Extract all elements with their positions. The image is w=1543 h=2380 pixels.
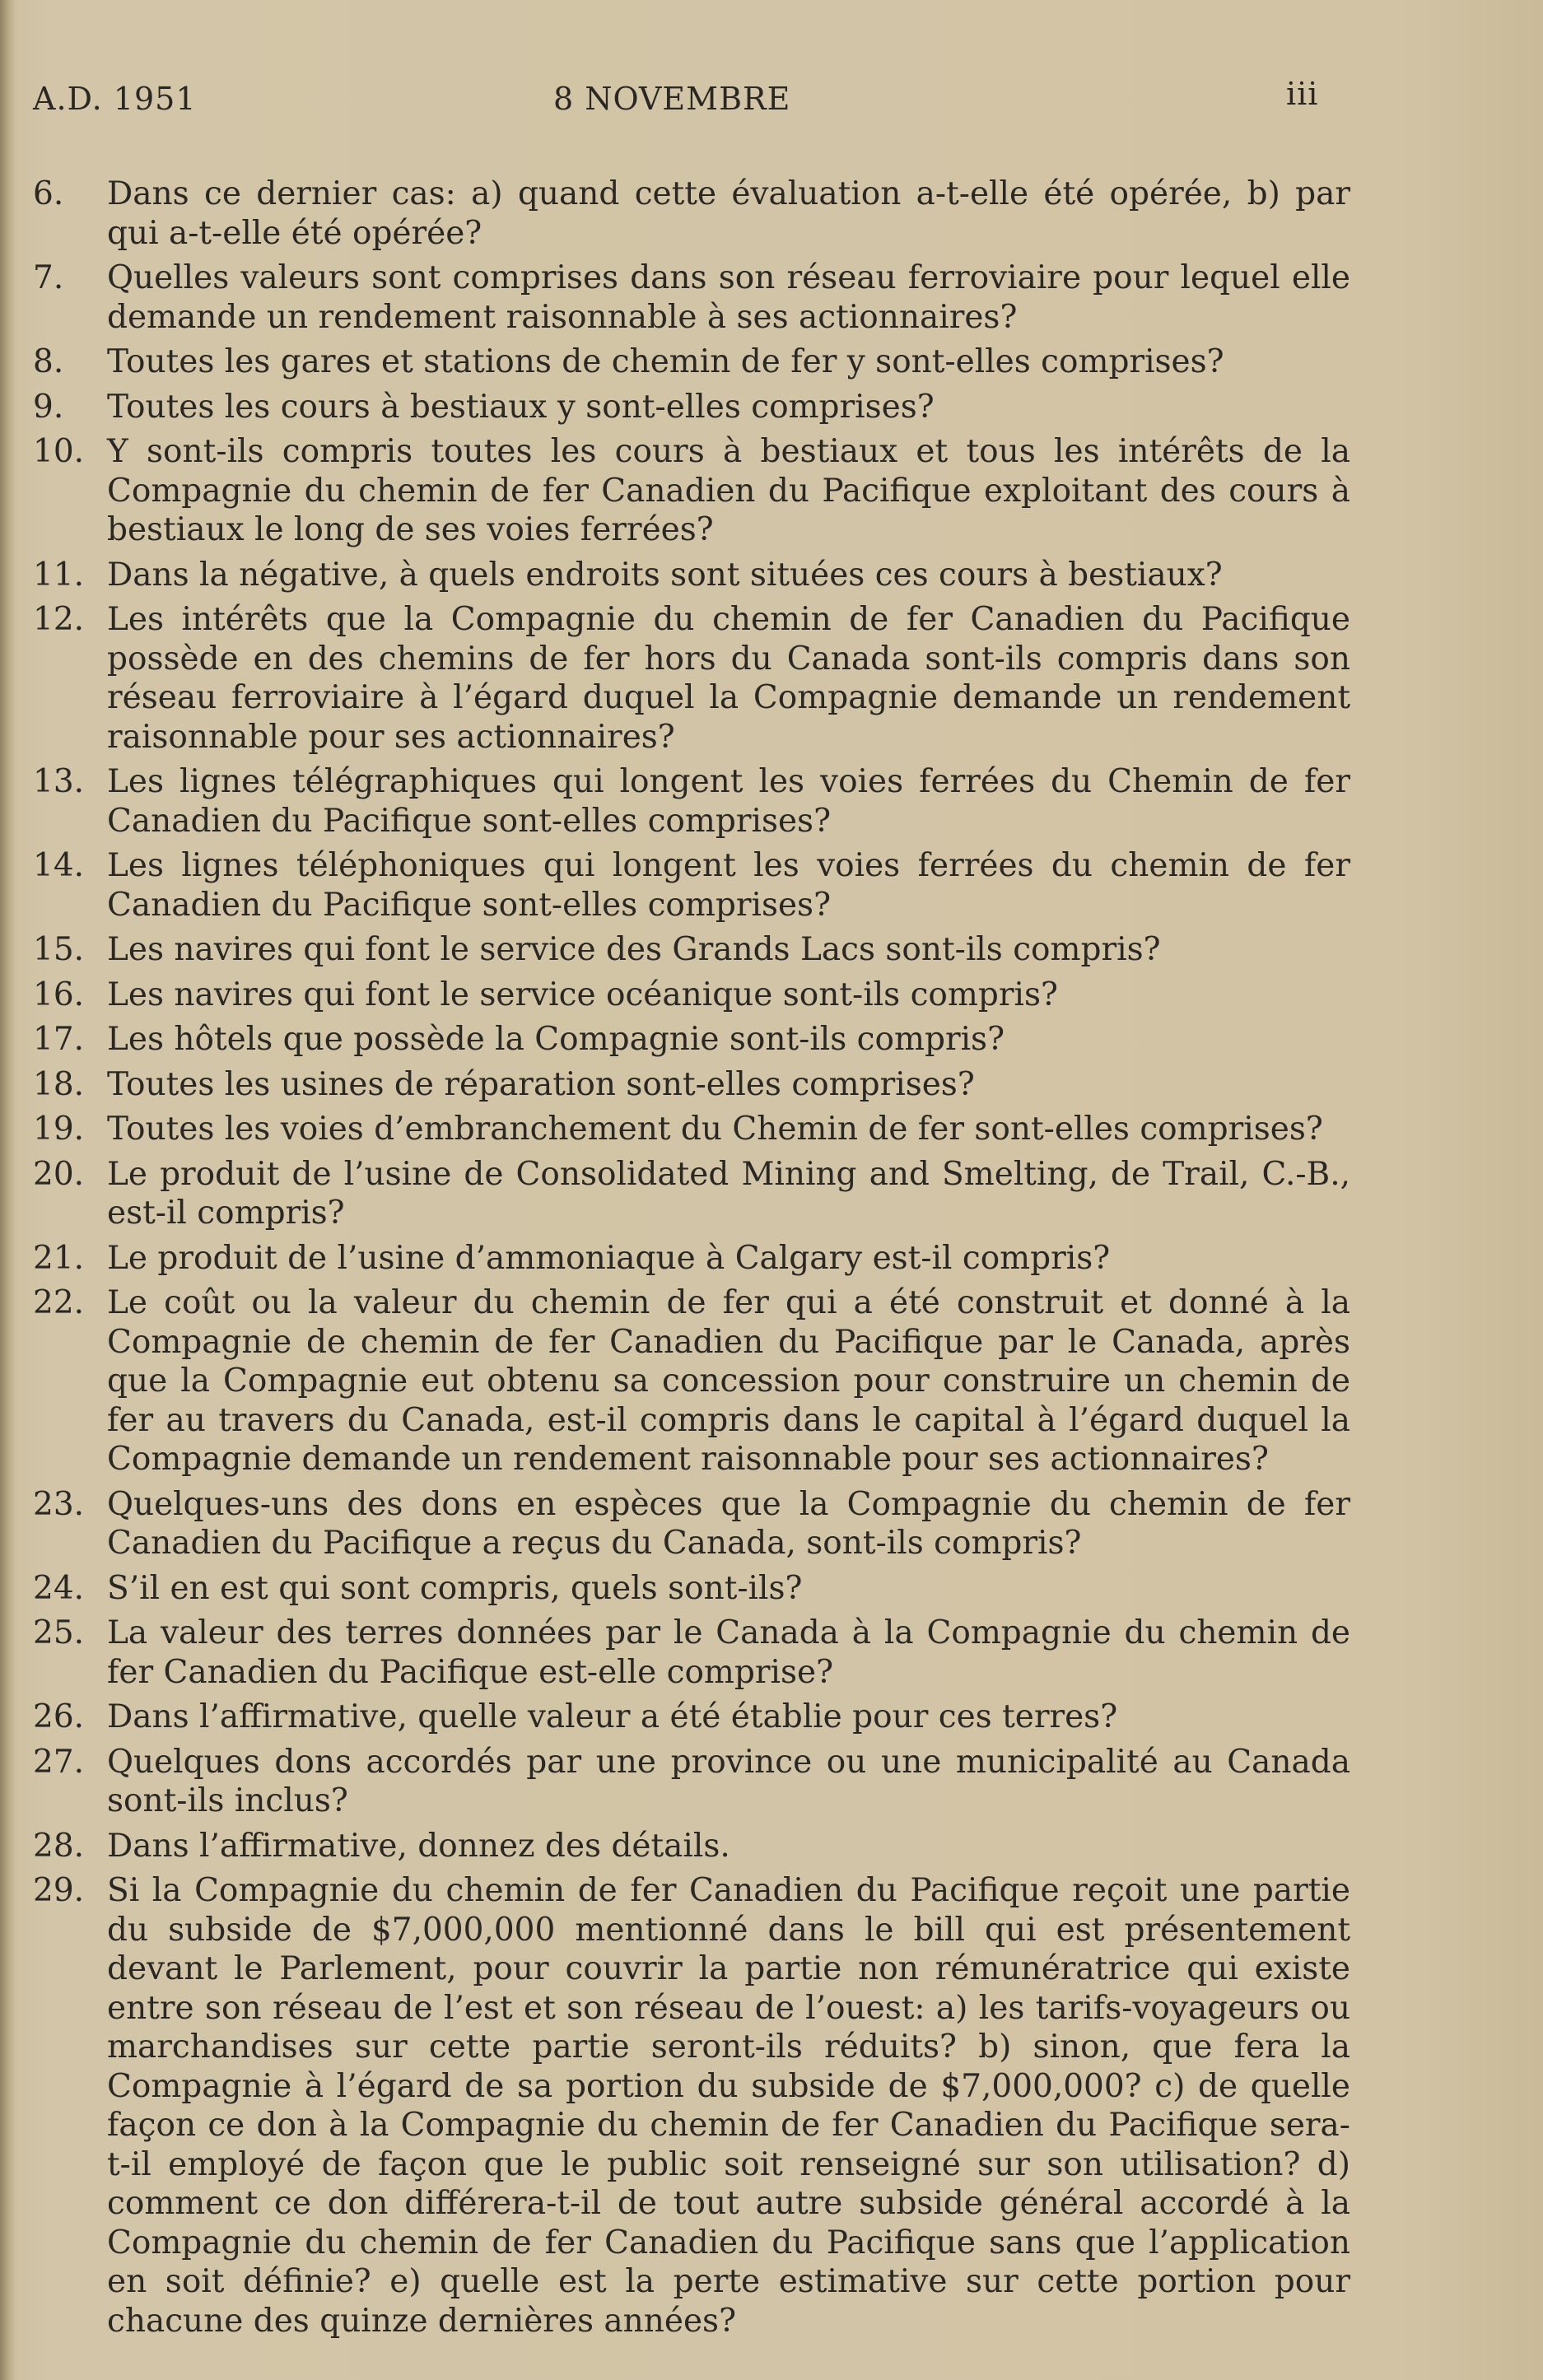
question-text: Toutes les voies d’embranchement du Chemin de fer sont-elles comprises? bbox=[107, 1111, 1323, 1148]
question-number: 9. bbox=[33, 388, 64, 426]
question-text: Les navires qui font le service océanique sont-ils compris? bbox=[107, 976, 1058, 1013]
question-item bbox=[33, 1485, 1350, 1563]
question-number: 12. bbox=[33, 601, 85, 638]
question-item bbox=[33, 556, 1350, 595]
question-item bbox=[33, 1871, 1350, 2340]
question-text: Dans ce dernier cas: a) quand cette évaluation a-t-elle été opérée, b) par qui a-t-elle été opérée? bbox=[107, 175, 1350, 252]
question-text: Si la Compagnie du chemin de fer Canadien du Pacifique reçoit une partie du subside de $7,000,000 mentionné dans le bill qui est présentement devant le Parlement, pour couvrir la partie non rémunératrice qui existe entre son réseau de l’est et son réseau de l’ouest: a) les tarifs-voyageurs ou marchandises sur cette partie seront-ils réduits? b) sinon, que fera la Compagnie à l’égard de sa portion du subside de $7,000,000? c) de quelle façon ce don à la Compagnie du chemin de fer Canadien du Pacifique sera-t-il employé de façon que le public soit renseigné sur son utilisation? d) comment ce don différera-t-il de tout autre subside général accordé à la Compagnie du chemin de fer Canadien du Pacifique sans que l’application en soit définie? e) quelle est la perte estimative sur cette portion pour chacune des quinze dernières années? bbox=[107, 1872, 1350, 2340]
question-item bbox=[33, 846, 1350, 925]
question-number: 21. bbox=[33, 1239, 85, 1277]
question-number: 28. bbox=[33, 1827, 85, 1865]
question-item bbox=[33, 976, 1350, 1015]
question-text: La valeur des terres données par le Canada à la Compagnie du chemin de fer Canadien du Pacifique est-elle comprise? bbox=[107, 1614, 1350, 1691]
question-item bbox=[33, 432, 1350, 550]
question-text: Le produit de l’usine d’ammoniaque à Calgary est-il compris? bbox=[107, 1239, 1111, 1277]
question-item bbox=[33, 258, 1350, 337]
question-item bbox=[33, 1827, 1350, 1866]
question-text: Le coût ou la valeur du chemin de fer qui a été construit et donné à la Compagnie de chemin de fer Canadien du Pacifique par le Canada, après que la Compagnie eut obtenu sa concession pour construire un chemin de fer au travers du Canada, est-il compris dans le capital à l’égard duquel la Compagnie demande un rendement raisonnable pour ses actionnaires? bbox=[107, 1284, 1350, 1478]
book-spine-edge bbox=[0, 0, 15, 2380]
question-number: 13. bbox=[33, 763, 85, 800]
question-number: 27. bbox=[33, 1743, 85, 1781]
question-number: 7. bbox=[33, 259, 64, 296]
question-number: 18. bbox=[33, 1065, 85, 1103]
question-text: S’il en est qui sont compris, quels sont-ils? bbox=[107, 1569, 803, 1607]
question-text: Les lignes télégraphiques qui longent les voies ferrées du Chemin de fer Canadien du Pacifique sont-elles comprises? bbox=[107, 763, 1350, 840]
question-item bbox=[33, 1698, 1350, 1737]
question-item bbox=[33, 930, 1350, 970]
question-number: 15. bbox=[33, 931, 85, 968]
question-text: Les navires qui font le service des Grands Lacs sont-ils compris? bbox=[107, 931, 1161, 968]
question-number: 29. bbox=[33, 1872, 85, 1909]
question-text: Le produit de l’usine de Consolidated Mining and Smelting, de Trail, C.-B., est-il compris? bbox=[107, 1155, 1350, 1232]
question-text: Toutes les gares et stations de chemin de fer y sont-elles comprises? bbox=[107, 343, 1224, 380]
question-number: 23. bbox=[33, 1485, 85, 1523]
question-text: Dans l’affirmative, donnez des détails. bbox=[107, 1827, 730, 1865]
question-number: 14. bbox=[33, 847, 85, 884]
question-number: 22. bbox=[33, 1284, 85, 1321]
question-text: Les hôtels que possède la Compagnie sont-ils compris? bbox=[107, 1021, 1005, 1058]
question-number: 20. bbox=[33, 1155, 85, 1193]
question-item bbox=[33, 175, 1350, 253]
question-list bbox=[33, 175, 1350, 2346]
question-text: Quelques dons accordés par une province ou une municipalité au Canada sont-ils inclus? bbox=[107, 1743, 1350, 1819]
question-number: 25. bbox=[33, 1614, 85, 1651]
question-item bbox=[33, 388, 1350, 427]
header-year: A.D. 1951 bbox=[33, 81, 197, 117]
question-number: 26. bbox=[33, 1698, 85, 1735]
question-item bbox=[33, 342, 1350, 382]
question-number: 16. bbox=[33, 976, 85, 1013]
header-date: 8 NOVEMBRE bbox=[553, 81, 791, 117]
question-item bbox=[33, 1110, 1350, 1149]
question-number: 19. bbox=[33, 1111, 85, 1148]
question-text: Toutes les cours à bestiaux y sont-elles comprises? bbox=[107, 388, 935, 426]
question-item bbox=[33, 1283, 1350, 1479]
question-text: Quelles valeurs sont comprises dans son réseau ferroviaire pour lequel elle demande un rendement raisonnable à ses actionnaires? bbox=[107, 259, 1350, 336]
question-text: Dans l’affirmative, quelle valeur a été établie pour ces terres? bbox=[107, 1698, 1118, 1735]
question-item bbox=[33, 762, 1350, 841]
question-text: Toutes les usines de réparation sont-elles comprises? bbox=[107, 1065, 975, 1103]
question-text: Les intérêts que la Compagnie du chemin de fer Canadien du Pacifique possède en des chemins de fer hors du Canada sont-ils compris dans son réseau ferroviaire à l’égard duquel la Compagnie demande un rendement raisonnable pour ses actionnaires? bbox=[107, 601, 1350, 756]
question-text: Y sont-ils compris toutes les cours à bestiaux et tous les intérêts de la Compagnie du chemin de fer Canadien du Pacifique exploitant des cours à bestiaux le long de ses voies ferrées? bbox=[107, 433, 1350, 548]
question-number: 24. bbox=[33, 1569, 85, 1607]
question-item bbox=[33, 600, 1350, 757]
question-text: Les lignes téléphoniques qui longent les voies ferrées du chemin de fer Canadien du Pacifique sont-elles comprises? bbox=[107, 847, 1350, 924]
question-number: 17. bbox=[33, 1021, 85, 1058]
question-number: 10. bbox=[33, 433, 85, 470]
question-text: Quelques-uns des dons en espèces que la Compagnie du chemin de fer Canadien du Pacifique a reçus du Canada, sont-ils compris? bbox=[107, 1485, 1350, 1562]
question-text: Dans la négative, à quels endroits sont situées ces cours à bestiaux? bbox=[107, 556, 1223, 594]
question-item bbox=[33, 1569, 1350, 1609]
question-item bbox=[33, 1065, 1350, 1105]
question-number: 6. bbox=[33, 175, 64, 212]
page-header bbox=[0, 76, 1543, 130]
question-number: 11. bbox=[33, 556, 85, 594]
question-number: 8. bbox=[33, 343, 64, 380]
header-page-number: iii bbox=[1286, 76, 1319, 112]
question-item bbox=[33, 1020, 1350, 1060]
question-item bbox=[33, 1614, 1350, 1692]
question-item bbox=[33, 1155, 1350, 1233]
question-item bbox=[33, 1743, 1350, 1821]
question-item bbox=[33, 1239, 1350, 1278]
